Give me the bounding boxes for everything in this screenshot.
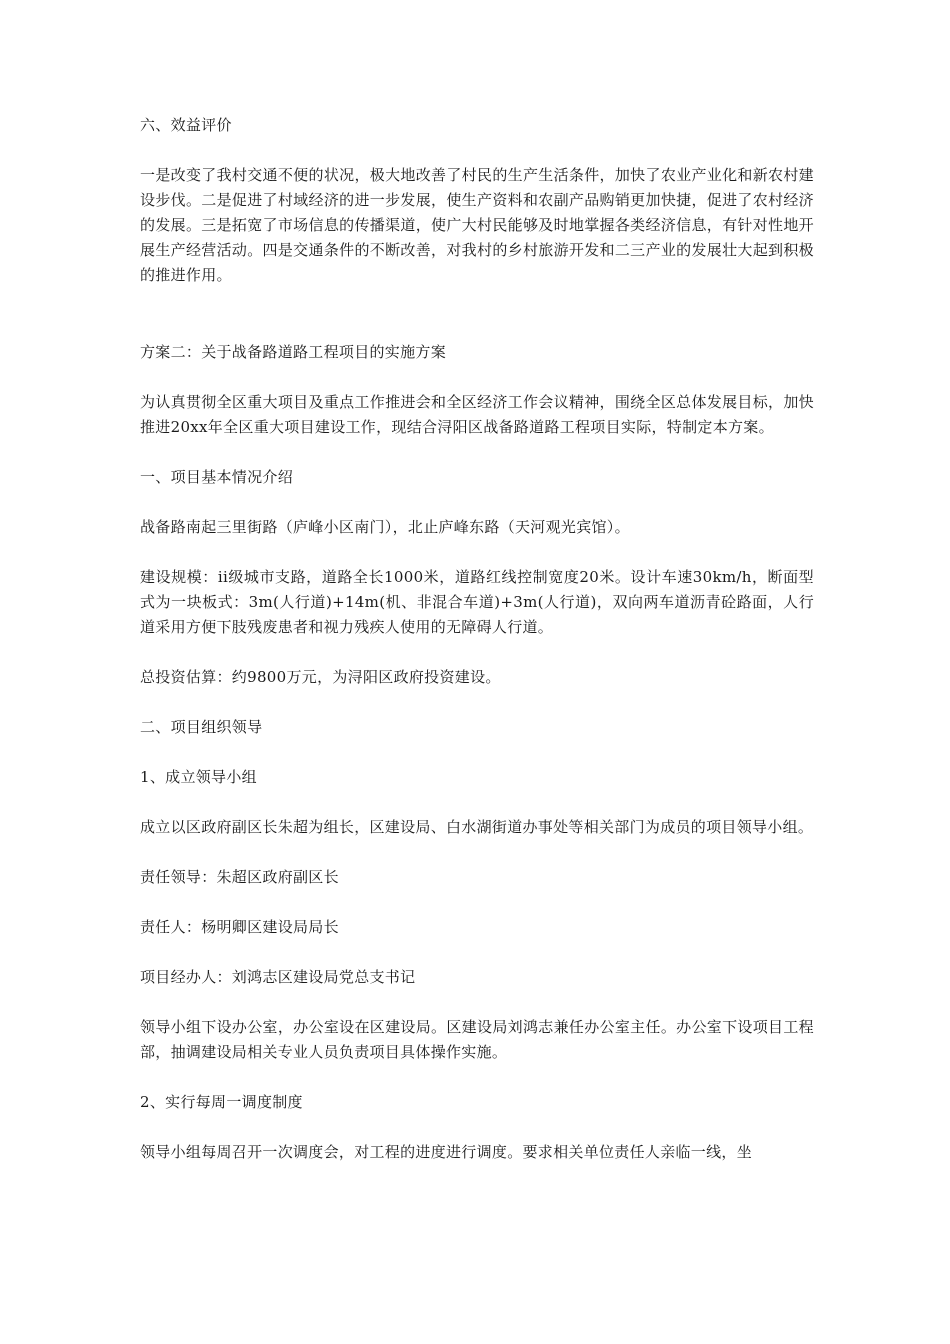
section-heading-organization: 二、项目组织领导 (140, 718, 263, 736)
paragraph-investment-estimate: 总投资估算：约9800万元，为浔阳区政府投资建设。 (140, 668, 501, 686)
paragraph-road-location: 战备路南起三里街路（庐峰小区南门），北止庐峰东路（天河观光宾馆）。 (140, 518, 630, 536)
paragraph-weekly-dispatch: 领导小组每周召开一次调度会，对工程的进度进行调度。要求相关单位责任人亲临一线，坐 (140, 1143, 753, 1161)
paragraph-construction-scale: 建设规模：ii级城市支路，道路全长1000米，道路红线控制宽度20米。设计车速30km/h，断面型式为一块板式：3m(人行道)+14m(机、非混合车道)+3m(人行道)，双向两车道沥青砼路面，人行道采用方便下肢残废患者和视力残疾人使用的无障碍人行道。 (140, 568, 814, 636)
plan-two-title: 方案二：关于战备路道路工程项目的实施方案 (140, 343, 447, 361)
section-heading-benefit-evaluation: 六、效益评价 (140, 116, 232, 134)
document-page (140, 113, 814, 1190)
paragraph-office-setup: 领导小组下设办公室，办公室设在区建设局。区建设局刘鸿志兼任办公室主任。办公室下设项目工程部，抽调建设局相关专业人员负责项目具体操作实施。 (140, 1018, 814, 1061)
subheading-leading-group: 1、成立领导小组 (140, 768, 257, 786)
paragraph-responsible-person: 责任人：杨明卿区建设局局长 (140, 918, 339, 936)
paragraph-plan-intro: 为认真贯彻全区重大项目及重点工作推进会和全区经济工作会议精神，围绕全区总体发展目标，加快推进20xx年全区重大项目建设工作，现结合浔阳区战备路道路工程项目实际，特制定本方案。 (140, 393, 814, 436)
section-heading-project-overview: 一、项目基本情况介绍 (140, 468, 294, 486)
paragraph-responsible-leader: 责任领导：朱超区政府副区长 (140, 868, 339, 886)
paragraph-benefits: 一是改变了我村交通不便的状况，极大地改善了村民的生产生活条件，加快了农业产业化和新农村建设步伐。二是促进了村域经济的进一步发展，使生产资料和农副产品购销更加快捷，促进了农村经济的发展。三是拓宽了市场信息的传播渠道，使广大村民能够及时地掌握各类经济信息，有针对性地开展生产经营活动。四是交通条件的不断改善，对我村的乡村旅游开发和二三产业的发展壮大起到积极的推进作用。 (140, 166, 814, 284)
paragraph-project-handler: 项目经办人：刘鸿志区建设局党总支书记 (140, 968, 416, 986)
subheading-weekly-dispatch: 2、实行每周一调度制度 (140, 1093, 303, 1111)
paragraph-leading-group: 成立以区政府副区长朱超为组长，区建设局、白水湖街道办事处等相关部门为成员的项目领导小组。 (140, 818, 814, 836)
